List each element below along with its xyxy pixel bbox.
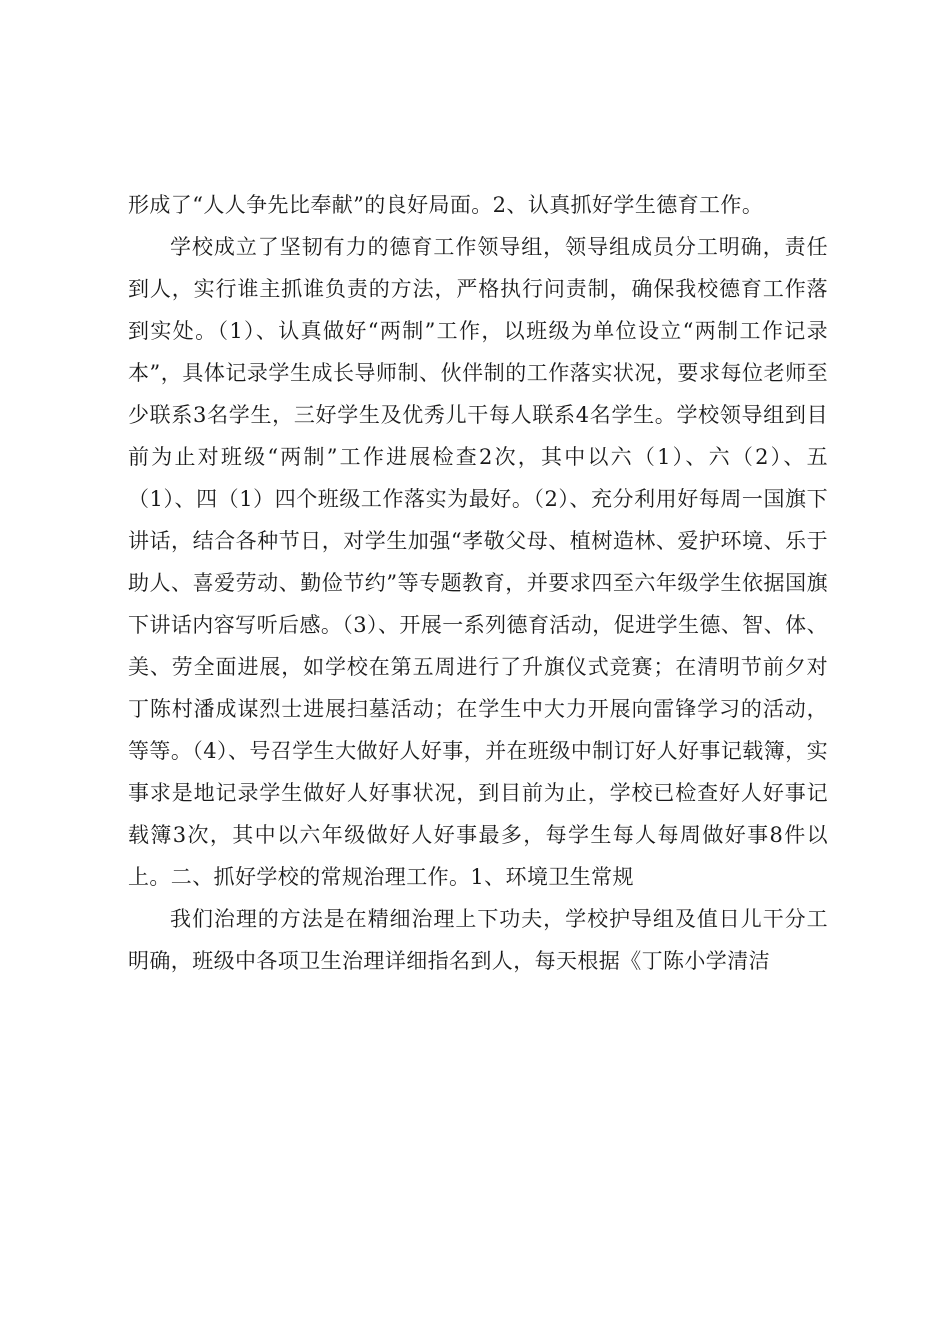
paragraph-hygiene-management: 我们治理的方法是在精细治理上下功夫，学校护导组及值日儿干分工明确，班级中各项卫生治理详细指名到人，每天根据《丁陈小学清洁: [128, 907, 828, 973]
paragraph-continuation: 形成了“人人争先比奉献”的良好局面。2、认真抓好学生德育工作。: [128, 193, 764, 217]
paragraph-moral-education: 学校成立了坚韧有力的德育工作领导组，领导组成员分工明确，责任到人，实行谁主抓谁负责的方法，严格执行问责制，确保我校德育工作落到实处。（1）、认真做好“两制”工作，以班级为单位设立“两制工作记录本”，具体记录学生成长导师制、伙伴制的工作落实状况，要求每位老师至少联系3名学生，三好学生及优秀儿干每人联系4名学生。学校领导组到目前为止对班级“两制”工作进展检查2次，其中以六（1）、六（2）、五（1）、四（1）四个班级工作落实为最好。（2）、充分利用好每周一国旗下讲话，结合各种节日，对学生加强“孝敬父母、植树造林、爱护环境、乐于助人、喜爱劳动、勤俭节约”等专题教育，并要求四至六年级学生依据国旗下讲话内容写听后感。（3）、开展一系列德育活动，促进学生德、智、体、美、劳全面进展，如学校在第五周进行了升旗仪式竞赛；在清明节前夕对丁陈村潘成谋烈士进展扫墓活动；在学生中大力开展向雷锋学习的活动，等等。（4）、号召学生大做好人好事，并在班级中制订好人好事记载簿，实事求是地记录学生做好人好事状况，到目前为止，学校已检查好人好事记载簿3次，其中以六年级做好人好事最多，每学生每人每周做好事8件以上。二、抓好学校的常规治理工作。1、环境卫生常规: [128, 235, 828, 889]
document-body: [128, 184, 828, 982]
